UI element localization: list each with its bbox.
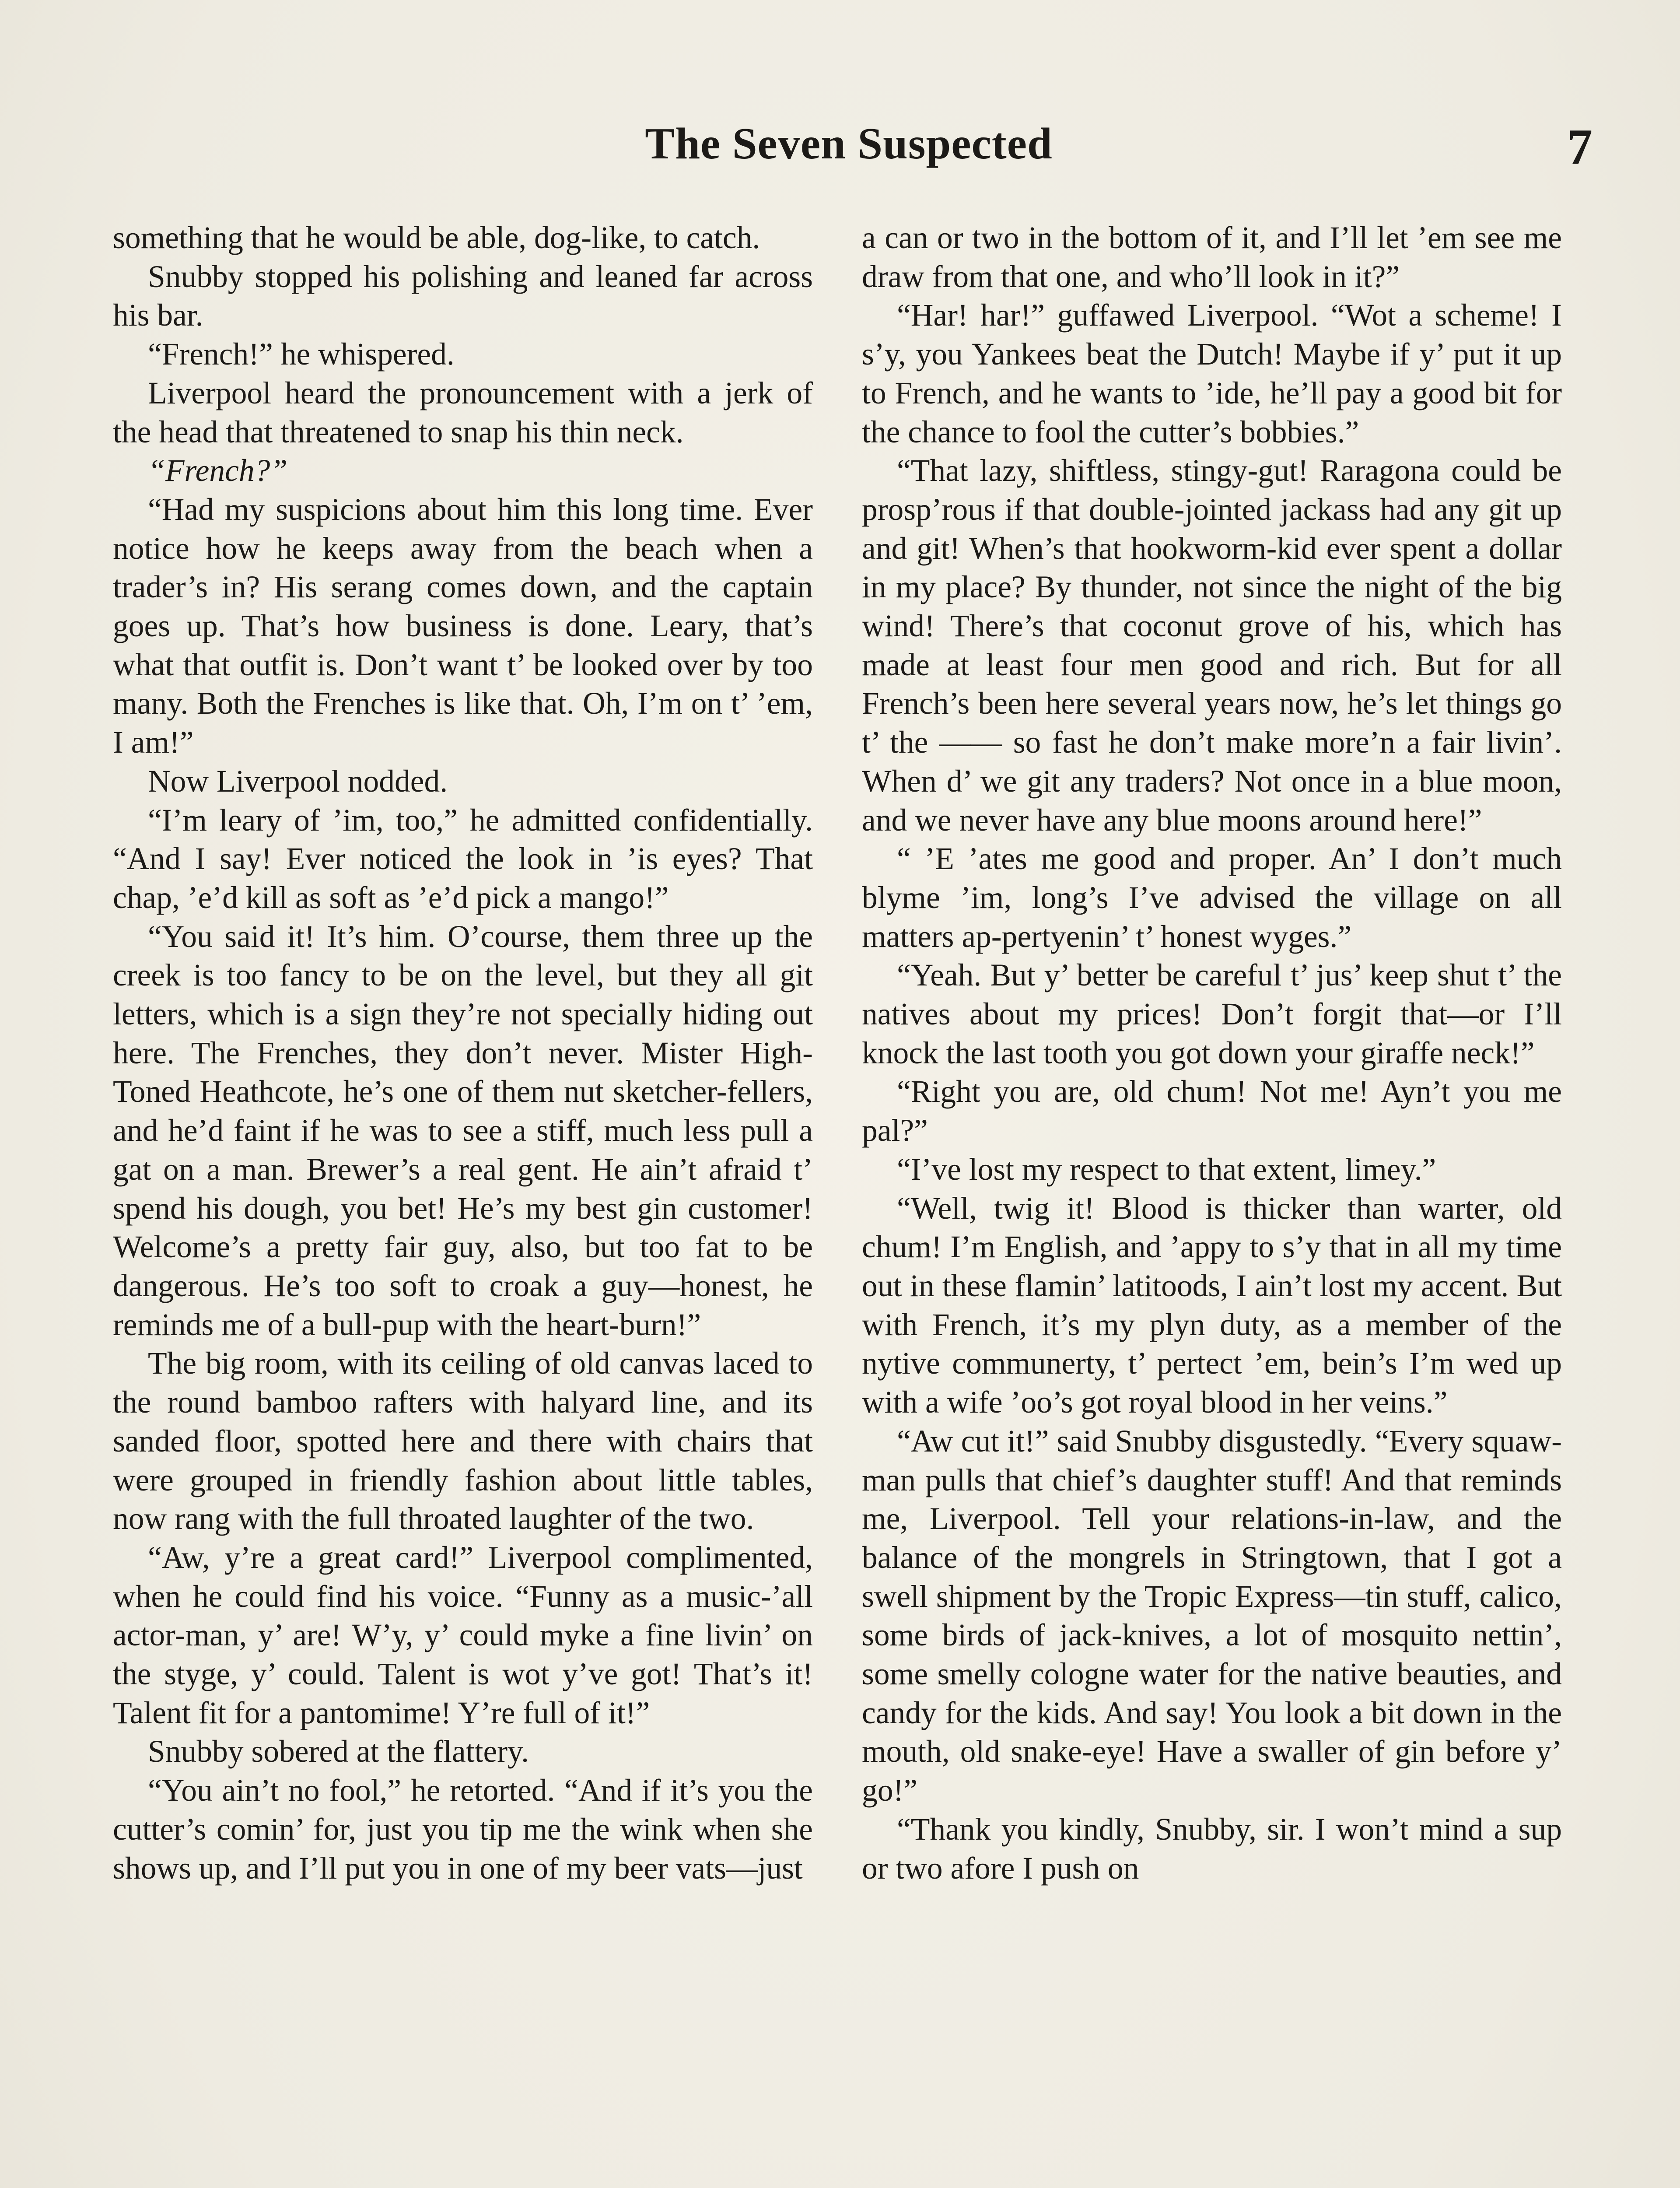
paragraph: “French!” he whispered. [148,337,455,372]
paragraph: “Har! har!” guffawed Liverpool. “Wot a scheme! I s’y, you Yankees beat the Dutch! Maybe if y’ put it up to French, and he wants to ’ide, he’ll pay a good bit for the chance to fool the cutter’s bobbies.” [862,298,1562,449]
paragraph: Snubby sobered at the flattery. [148,1734,529,1769]
paragraph: Liverpool heard the pronouncement with a jerk of the head that threatened to snap his thin neck. [113,375,813,449]
paragraph: “That lazy, shiftless, stingy-gut! Raragona could be prosp’rous if that double-jointed jackass had any git up and git! When’s that hookworm-kid ever spent a dollar in my place? By thunder, not since the night of the big wind! There’s that coconut grove of his, which has made at least four men good and rich. But for all French’s been here several years now, he’s let things go t’ the —— so fast he don’t make more’n a fair livin’. When d’ we git any traders? Not once in a blue moon, and we never have any blue moons around here!” [862,453,1562,838]
paragraph: “You said it! It’s him. O’course, them three up the creek is too fancy to be on the level, but they all git letters, which is a sign they’re not specially hiding out here. The Frenches, they don’t never. Mister High-Toned Heathcote, he’s one of them nut sketcher-fellers, and he’d faint if he was to see a stiff, much less pull a gat on a man. Brewer’s a real gent. He ain’t afraid t’ spend his dough, you bet! He’s my best gin customer! Welcome’s a pretty fair guy, also, but too fat to be dangerous. He’s too soft to croak a guy—honest, he reminds me of a bull-pup with the heart-burn!” [113,919,813,1342]
paragraph: “I’m leary of ’im, too,” he admitted confidentially. “And I say! Ever noticed the look in ’is eyes? That chap, ’e’d kill as soft as ’e’d pick a mango!” [113,803,813,915]
paragraph: Snubby stopped his polishing and leaned far across his bar. [113,259,813,333]
paragraph: Now Liverpool nodded. [148,764,448,799]
right-column [862,219,1562,2188]
paragraph: “You ain’t no fool,” he retorted. “And if it’s you the cutter’s comin’ for, just you tip me the wink when she shows up, and I’ll put you in one of my beer vats—just [113,1773,813,1886]
paragraph: “Thank you kindly, Snubby, sir. I won’t mind a sup or two afore I push on [862,1812,1562,1886]
paragraph: “Well, twig it! Blood is thicker than warter, old chum! I’m English, and ’appy to s’y that in all my time out in these flamin’ latitoods, I ain’t lost my accent. But with French, it’s my plyn duty, as a member of the nytive communerty, t’ pertect ’em, bein’s I’m wed up with a wife ’oo’s got royal blood in her veins.” [862,1191,1562,1420]
paragraph: “I’ve lost my respect to that extent, limey.” [897,1152,1436,1187]
paragraph: “ ’E ’ates me good and proper. An’ I don’t much blyme ’im, long’s I’ve advised the village on all matters ap-pertyenin’ t’ honest wyges.” [862,842,1562,954]
paragraph: “Yeah. But y’ better be careful t’ jus’ keep shut t’ the natives about my prices! Don’t forgit that—or I’ll knock the last tooth you got down your giraffe neck!” [862,958,1562,1070]
paragraph: “Aw cut it!” said Snubby disgustedly. “Every squaw-man pulls that chief’s daughter stuff! And that reminds me, Liverpool. Tell your relations-in-law, and the balance of the mongrels in Stringtown, that I got a swell shipment by the Tropic Express—tin stuff, calico, some birds of jack-knives, a lot of mosquito nettin’, some smelly cologne water for the native beauties, and candy for the kids. And say! You look a bit down in the mouth, old snake-eye! Have a swaller of gin before y’ go!” [862,1424,1562,1808]
paragraph: “Right you are, old chum! Not me! Ayn’t you me pal?” [862,1074,1562,1148]
paragraph: The big room, with its ceiling of old canvas laced to the round bamboo rafters with halyard line, and its sanded floor, spotted here and there with chairs that were grouped in friendly fashion about little tables, now rang with the full throated laughter of the two. [113,1346,813,1536]
paragraph: something that he would be able, dog-like, to catch. [113,221,760,255]
page-number: 7 [1567,119,1592,175]
paragraph: “French?” [148,453,288,488]
paragraph: a can or two in the bottom of it, and I’ll let ’em see me draw from that one, and who’ll look in it?” [862,221,1562,294]
paragraph: “Had my suspicions about him this long time. Ever notice how he keeps away from the beach when a trader’s in? His serang comes down, and the captain goes up. That’s how business is done. Leary, that’s what that outfit is. Don’t want t’ be looked over by too many. Both the Frenches is like that. Oh, I’m on t’ ’em, I am!” [113,492,813,760]
paragraph: “Aw, y’re a great card!” Liverpool complimented, when he could find his voice. “Funny as a music-’all actor-man, y’ are! W’y, y’ could myke a fine livin’ on the styge, y’ could. Talent is wot y’ve got! That’s it! Talent fit for a pantomime! Y’re full of it!” [113,1540,813,1730]
left-column [113,219,813,2188]
running-title: The Seven Suspected [645,119,1053,168]
